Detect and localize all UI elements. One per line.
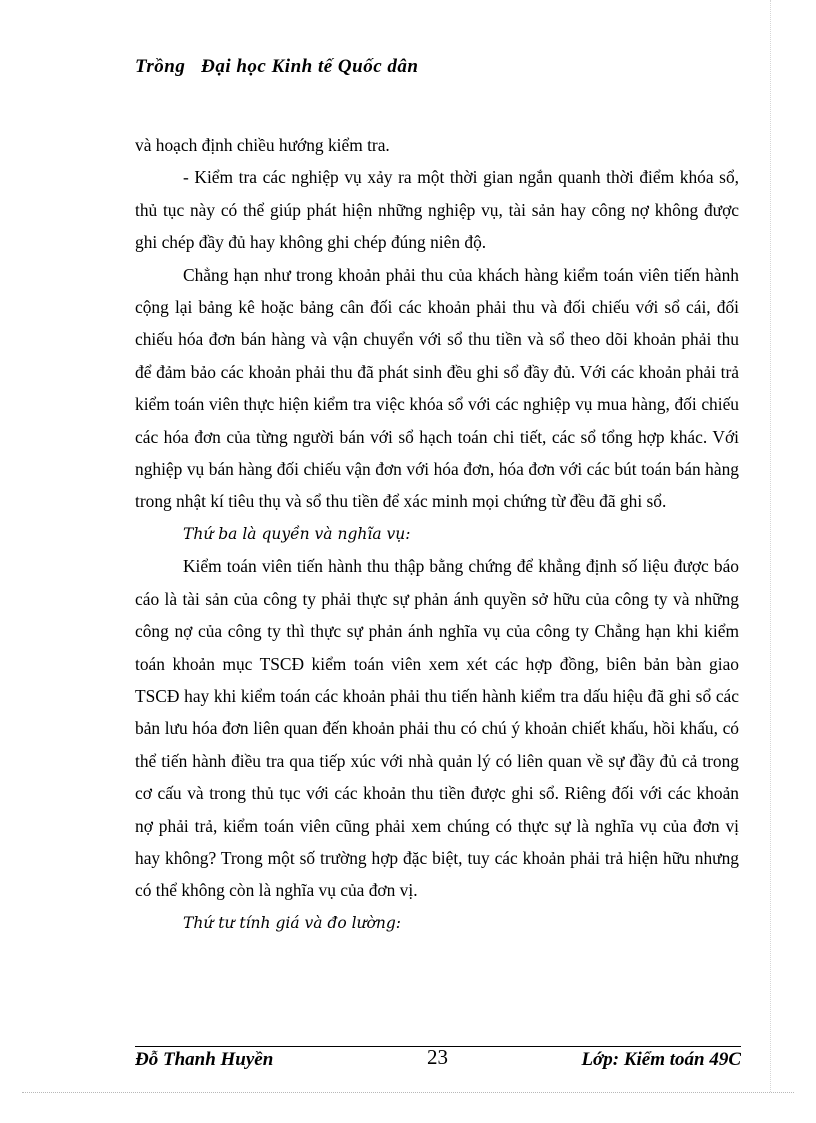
footer-divider: [135, 1046, 741, 1047]
paragraph-rights-obligations: Kiểm toán viên tiến hành thu thập bằng chứng để khẳng định số liệu được báo cáo là tài sản của công ty phải thực sự phản ánh quyền sở hữu của công ty và những công nợ của công ty thì thực sự phản ánh nghĩa vụ của công ty Chẳng hạn khi kiểm toán khoản mục TSCĐ kiểm toán viên xem xét các hợp đồng, biên bản bàn giao TSCĐ hay khi kiểm toán các khoản phải thu tiến hành kiểm tra dấu hiệu đã ghi sổ các bản lưu hóa đơn liên quan đến khoản phải thu có chú ý khoản chiết khấu, hồi khấu, có thể tiến hành điều tra qua tiếp xúc với nhà quản lý có liên quan về sự đầy đủ cả trong cơ cấu và trong thủ tục với các khoản thu tiền được ghi sổ. Riêng đối với các khoản nợ phải trả, kiểm toán viên cũng phải xem chúng có thực sự là nghĩa vụ của đơn vị hay không? Trong một số trường hợp đặc biệt, tuy các khoản phải trả hiện hữu nhưng có thể không còn là nghĩa vụ của đơn vị.: [135, 556, 739, 901]
page-header: Trồng Đại học Kinh tế Quốc dân: [135, 56, 419, 77]
page-number: 23: [427, 1049, 448, 1069]
footer-author: Đỗ Thanh Huyền: [135, 1049, 274, 1070]
page-footer: [135, 1049, 741, 1073]
paragraph-cutoff-check: - Kiểm tra các nghiệp vụ xảy ra một thời gian ngắn quanh thời điểm khóa sổ, thủ tục này có thể giúp phát hiện những nghiệp vụ, tài sản hay công nợ không được ghi chép đầy đủ hay không ghi chép đúng niên độ.: [135, 167, 739, 253]
page-edge-right: [770, 0, 771, 1092]
footer-class-label: Lớp: Kiểm toán 49C: [581, 1049, 741, 1070]
section-heading-valuation: Thứ tư tính giá và đo lường:: [183, 913, 401, 932]
section-heading-rights-obligations: Thứ ba là quyền và nghĩa vụ:: [183, 524, 411, 543]
paragraph-continuation: và hoạch định chiều hướng kiểm tra.: [135, 135, 390, 155]
page-edge-bottom: [22, 1092, 794, 1093]
paragraph-receivables-example: Chẳng hạn như trong khoản phải thu của khách hàng kiểm toán viên tiến hành cộng lại bảng kê hoặc bảng cân đối các khoản phải thu và đối chiếu với sổ cái, đối chiếu hóa đơn bán hàng và vận chuyển với sổ thu tiền và sổ theo dõi khoản phải thu để đảm bảo các khoản phải thu đã phát sinh đều ghi sổ đầy đủ. Với các khoản phải trả kiểm toán viên thực hiện kiểm tra việc khóa sổ với các nghiệp vụ mua hàng, đối chiếu các hóa đơn của từng người bán với sổ hạch toán chi tiết, các sổ tổng hợp khác. Với nghiệp vụ bán hàng đối chiếu vận đơn với hóa đơn, hóa đơn với các bút toán bán hàng trong nhật kí tiêu thụ và sổ thu tiền để xác minh mọi chứng từ đều đã ghi sổ.: [135, 264, 739, 512]
page-body: [135, 129, 739, 939]
